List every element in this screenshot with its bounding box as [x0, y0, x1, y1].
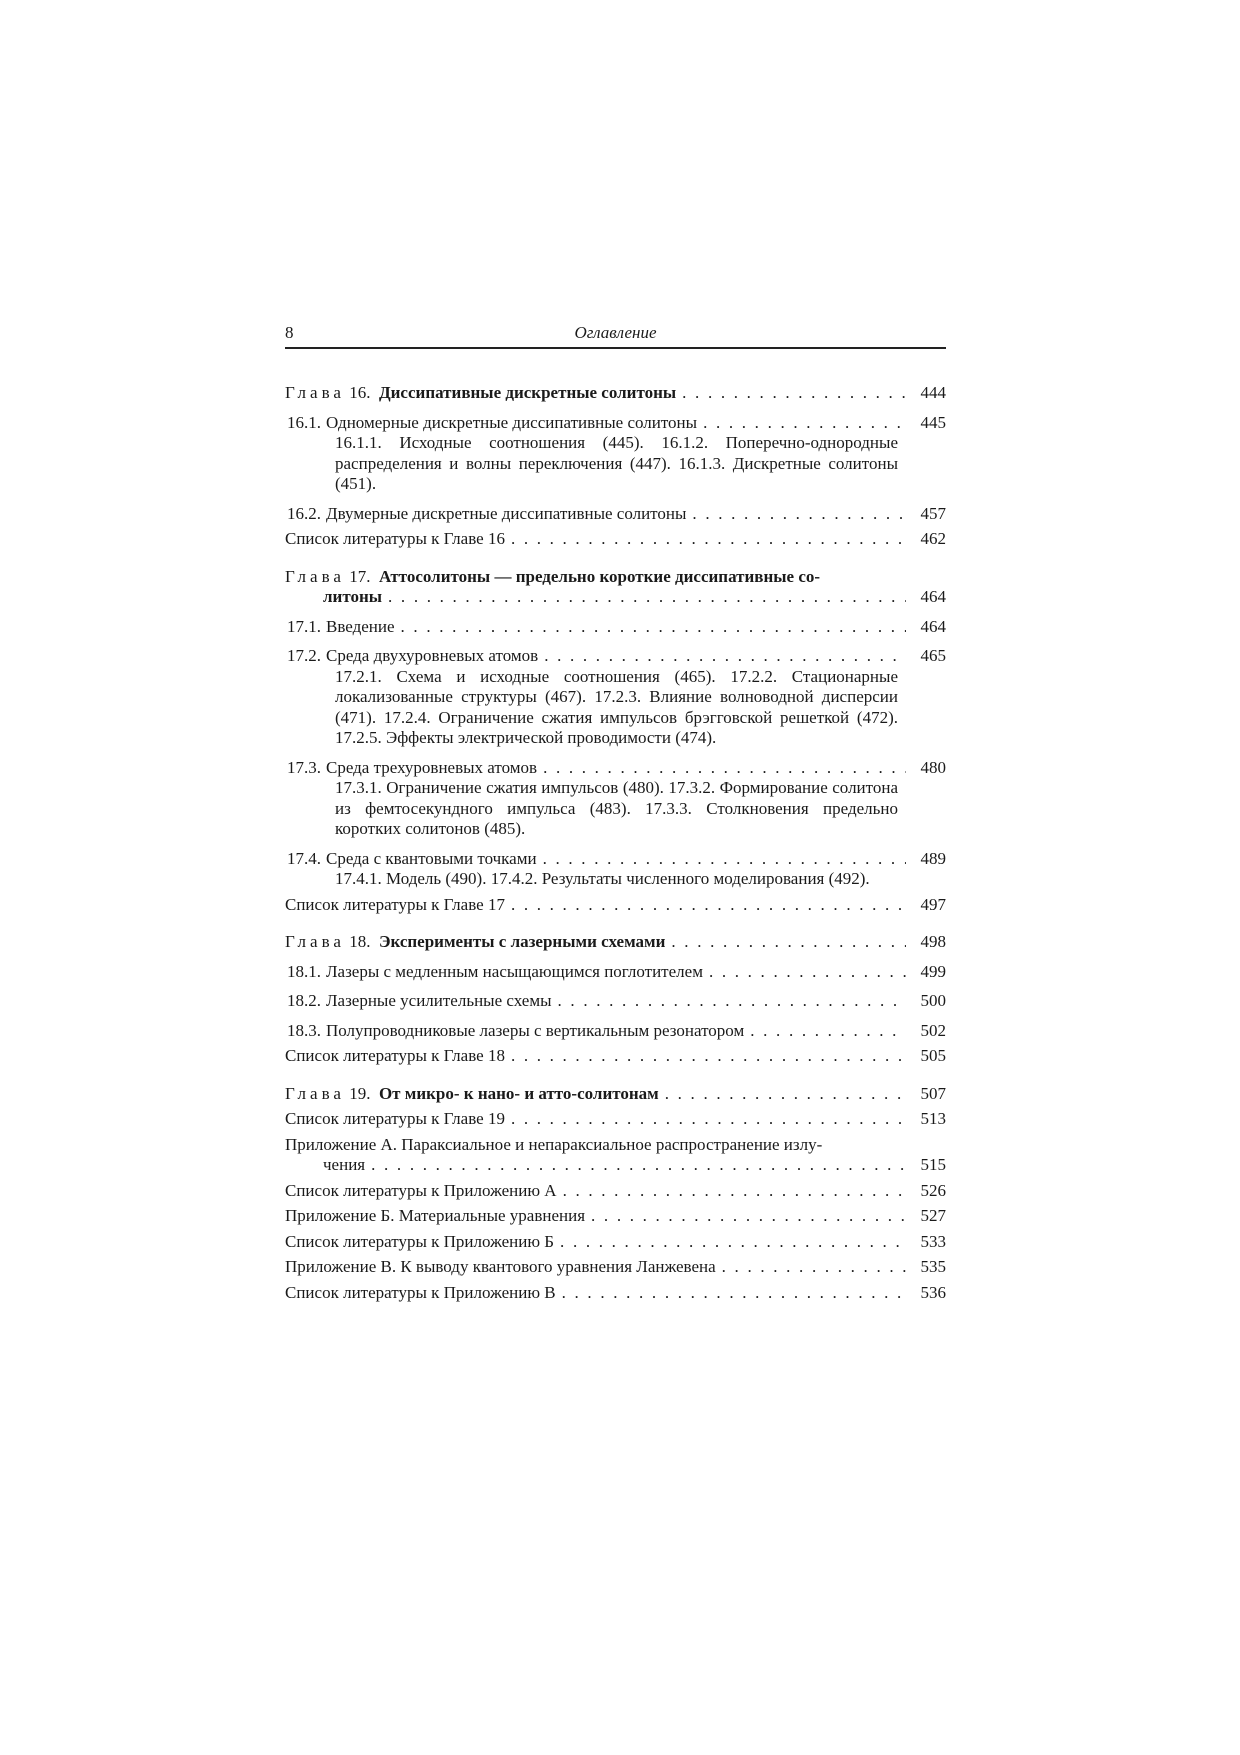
- section-number: 17.4.: [287, 848, 321, 868]
- toc-section-17-4[interactable]: [285, 849, 946, 890]
- page-ref: 507: [920, 1083, 946, 1103]
- dot-leader: [709, 962, 906, 983]
- chapter-number: 16.: [349, 383, 371, 402]
- dot-leader: [511, 1109, 906, 1130]
- running-header: [285, 323, 946, 349]
- dot-leader: [703, 413, 906, 434]
- chapter-title: Эксперименты с лазерными схемами: [378, 932, 666, 951]
- references-title: Список литературы к Главе 17: [285, 894, 505, 914]
- dot-leader: [511, 895, 906, 916]
- page-ref: 464: [920, 587, 946, 606]
- section-title: Введение: [326, 616, 395, 636]
- appendix-title-line-2: чения: [323, 1155, 366, 1174]
- page-ref: 465: [920, 646, 946, 665]
- toc-section-17-3[interactable]: [285, 758, 946, 840]
- section-title: Одномерные дискретные диссипативные солитоны: [326, 412, 698, 432]
- appendix-title-line-1: Приложение А. Параксиальное и непараксиальное распространение излу-: [285, 1134, 823, 1154]
- chapter-word: Глава: [285, 1083, 345, 1103]
- appendix-title: Приложение Б. Материальные уравнения: [285, 1206, 586, 1225]
- section-number: 18.3.: [287, 1020, 321, 1040]
- toc-references-appendix-v[interactable]: [285, 1283, 946, 1304]
- chapter-title: Диссипативные дискретные солитоны: [378, 383, 677, 402]
- page-ref: 536: [920, 1282, 946, 1302]
- page-ref: 527: [920, 1206, 946, 1225]
- dot-leader: [562, 1283, 906, 1304]
- page-ref: 464: [920, 616, 946, 636]
- toc-section-16-1[interactable]: [285, 413, 946, 495]
- chapter-number: 18.: [349, 932, 371, 951]
- dot-leader: [511, 1046, 906, 1067]
- section-number: 18.2.: [287, 991, 321, 1010]
- page-ref: 502: [920, 1020, 946, 1040]
- references-title: Список литературы к Главе 16: [285, 529, 505, 548]
- dot-leader: [544, 646, 906, 667]
- page-ref: 513: [920, 1109, 946, 1128]
- toc-appendix-a[interactable]: [285, 1135, 946, 1176]
- dot-leader: [671, 932, 906, 953]
- chapter-word: Глава: [285, 932, 345, 951]
- page-ref: 480: [920, 757, 946, 777]
- section-number: 16.1.: [287, 412, 321, 432]
- page-ref: 489: [920, 848, 946, 868]
- toc-section-18-3[interactable]: [285, 1021, 946, 1042]
- toc-chapter-16[interactable]: [285, 383, 946, 404]
- toc-chapter-19[interactable]: [285, 1084, 946, 1105]
- subsection-list: 17.3.1. Ограничение сжатия импульсов (480). 17.3.2. Формирование солитона из фемтосекундного импульса (483). 17.3.3. Столкновения предельно коротких солитонов (485).: [335, 778, 898, 838]
- references-title: Список литературы к Главе 18: [285, 1046, 505, 1065]
- page-ref: 535: [920, 1257, 946, 1276]
- section-title: Полупроводниковые лазеры с вертикальным резонатором: [326, 1020, 745, 1040]
- section-number: 17.1.: [287, 616, 321, 636]
- section-number: 18.1.: [287, 961, 321, 981]
- toc-appendix-v[interactable]: [285, 1257, 946, 1278]
- dot-leader: [722, 1257, 906, 1278]
- toc-section-16-2[interactable]: [285, 504, 946, 525]
- toc-section-18-1[interactable]: [285, 962, 946, 983]
- toc-references-appendix-b[interactable]: [285, 1232, 946, 1253]
- appendix-title: Приложение В. К выводу квантового уравнения Ланжевена: [285, 1257, 716, 1276]
- page-ref: 457: [920, 503, 946, 523]
- subsection-list: 17.2.1. Схема и исходные соотношения (465). 17.2.2. Стационарные локализованные структуры (467). 17.2.3. Влияние волноводной дисперсии (471). 17.2.4. Ограничение сжатия импульсов брэгговской решеткой (472). 17.2.5. Эффекты электрической проводимости (474).: [335, 666, 898, 747]
- page-ref: 462: [920, 529, 946, 548]
- toc-chapter-18[interactable]: [285, 932, 946, 953]
- running-title: Оглавление: [574, 323, 657, 342]
- dot-leader: [750, 1021, 906, 1042]
- section-title: Среда двухуровневых атомов: [326, 646, 539, 665]
- dot-leader: [665, 1084, 906, 1105]
- dot-leader: [511, 529, 906, 550]
- toc-references-18[interactable]: [285, 1046, 946, 1067]
- page-ref: 498: [920, 932, 946, 951]
- page-ref: 500: [920, 991, 946, 1010]
- toc-references-16[interactable]: [285, 529, 946, 550]
- page-number: 8: [285, 323, 294, 342]
- section-number: 16.2.: [287, 503, 321, 523]
- dot-leader: [543, 758, 906, 779]
- page-ref: 526: [920, 1180, 946, 1200]
- toc-section-18-2[interactable]: [285, 991, 946, 1012]
- section-title: Лазерные усилительные схемы: [326, 991, 552, 1010]
- dot-leader: [682, 383, 906, 404]
- toc-references-19[interactable]: [285, 1109, 946, 1130]
- references-title: Список литературы к Приложению А: [285, 1180, 557, 1200]
- references-title: Список литературы к Приложению Б: [285, 1231, 555, 1251]
- dot-leader: [560, 1232, 906, 1253]
- dot-leader: [401, 617, 906, 638]
- dot-leader: [371, 1155, 906, 1176]
- toc-references-17[interactable]: [285, 895, 946, 916]
- table-of-contents: [285, 383, 946, 1303]
- chapter-word: Глава: [285, 383, 345, 402]
- dot-leader: [388, 587, 906, 608]
- references-title: Список литературы к Приложению В: [285, 1282, 556, 1302]
- toc-appendix-b[interactable]: [285, 1206, 946, 1227]
- dot-leader: [591, 1206, 906, 1227]
- dot-leader: [558, 991, 906, 1012]
- section-title: Среда трехуровневых атомов: [326, 757, 538, 777]
- dot-leader: [563, 1181, 906, 1202]
- page-ref: 497: [920, 894, 946, 914]
- chapter-title: От микро- к нано- и атто-солитонам: [378, 1083, 659, 1103]
- section-number: 17.2.: [287, 646, 321, 665]
- toc-references-appendix-a[interactable]: [285, 1181, 946, 1202]
- dot-leader: [692, 504, 906, 525]
- page-ref: 533: [920, 1231, 946, 1251]
- chapter-title-line-1: Аттосолитоны — предельно короткие диссипативные со-: [378, 566, 821, 586]
- page-ref: 499: [920, 961, 946, 981]
- toc-chapter-17[interactable]: [285, 567, 946, 608]
- toc-section-17-2[interactable]: [285, 646, 946, 749]
- subsection-list: 16.1.1. Исходные соотношения (445). 16.1.2. Поперечно-однородные распределения и волны переключения (447). 16.1.3. Дискретные солитоны (451).: [335, 433, 898, 493]
- page-ref: 444: [920, 383, 946, 402]
- chapter-number: 17.: [349, 566, 371, 586]
- toc-section-17-1[interactable]: [285, 617, 946, 638]
- page-ref: 505: [920, 1046, 946, 1065]
- subsection-list: 17.4.1. Модель (490). 17.4.2. Результаты численного моделирования (492).: [335, 869, 870, 888]
- references-title: Список литературы к Главе 19: [285, 1109, 505, 1128]
- section-number: 17.3.: [287, 757, 321, 777]
- page-ref: 515: [920, 1155, 946, 1174]
- chapter-number: 19.: [349, 1083, 371, 1103]
- page-ref: 445: [920, 412, 946, 432]
- chapter-title-line-2: литоны: [323, 587, 383, 606]
- section-title: Двумерные дискретные диссипативные солитоны: [326, 503, 687, 523]
- section-title: Лазеры с медленным насыщающимся поглотителем: [326, 961, 703, 981]
- dot-leader: [543, 849, 906, 870]
- chapter-word: Глава: [285, 566, 345, 586]
- section-title: Среда с квантовыми точками: [326, 848, 537, 868]
